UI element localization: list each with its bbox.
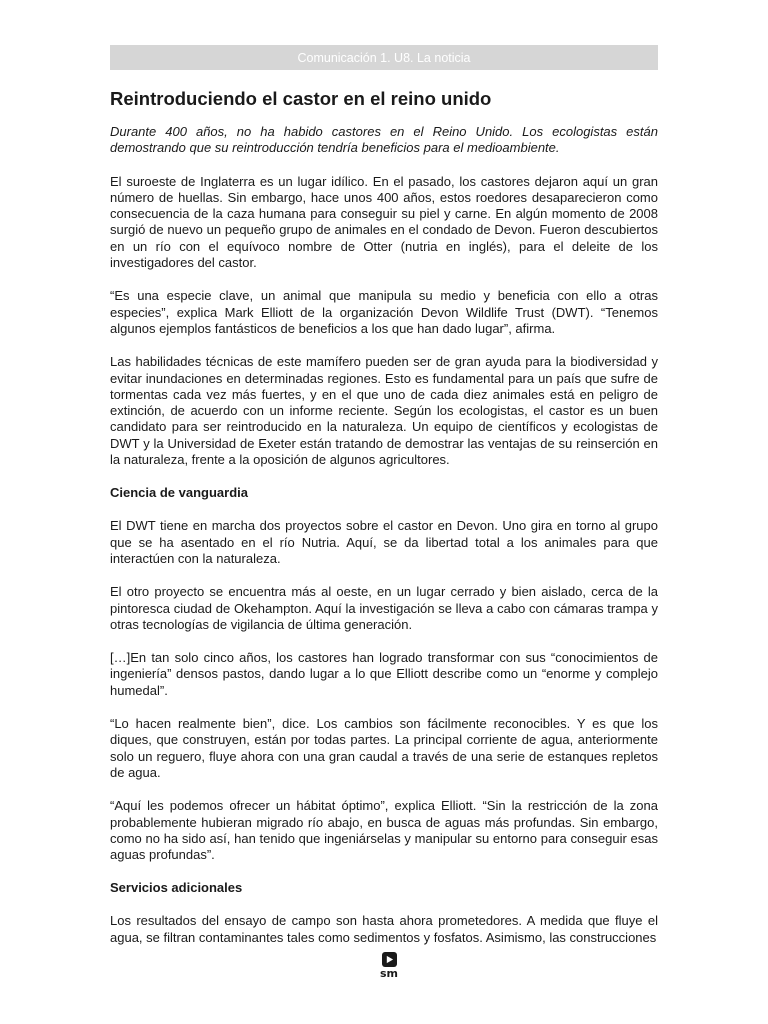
play-arrow-icon <box>382 952 397 967</box>
paragraph-5: El otro proyecto se encuentra más al oeste, en un lugar cerrado y bien aislado, cerca de la pintoresca ciudad de Okehampton. Aquí la investigación se lleva a cabo con cámaras trampa y otras tecnologías de vigilancia de última generación. <box>110 584 658 632</box>
article-lead: Durante 400 años, no ha habido castores en el Reino Unido. Los ecologistas están demostrando que su reintroducción tendría beneficios para el medioambiente. <box>110 124 658 156</box>
paragraph-9: Los resultados del ensayo de campo son hasta ahora prometedores. A medida que fluye el agua, se filtran contaminantes tales como sedimentos y fosfatos. Asimismo, las construcciones <box>110 913 658 945</box>
paragraph-7: “Lo hacen realmente bien”, dice. Los cambios son fácilmente reconocibles. Y es que los diques, que construyen, están por todas partes. La principal corriente de agua, anteriormente solo un reguero, fluye ahora con una gran caudal a través de una serie de estanques repletos de agua. <box>110 716 658 780</box>
paragraph-4: El DWT tiene en marcha dos proyectos sobre el castor en Devon. Uno gira en torno al grupo que se ha asentado en el río Nutria. Aquí, se da libertad total a los animales para que interactúen con la naturaleza. <box>110 518 658 566</box>
section-heading-vanguardia: Ciencia de vanguardia <box>110 485 248 501</box>
header-bar <box>110 45 658 70</box>
publisher-logo <box>372 952 406 979</box>
document-page <box>110 45 658 963</box>
paragraph-1: El suroeste de Inglaterra es un lugar idílico. En el pasado, los castores dejaron aquí un gran número de huellas. Sin embargo, hace unos 400 años, estos roedores desaparecieron como consecuencia de la caza humana para conseguir su piel y carne. En algún momento de 2008 surgió de nuevo un pequeño grupo de animales en el condado de Devon. Fueron descubiertos en un río con el equívoco nombre de Otter (nutria en inglés), para el deleite de los investigadores del castor. <box>110 173 658 271</box>
header-subject: Comunicación 1. U8. La noticia <box>297 50 471 65</box>
publisher-logo-text: sm <box>379 967 398 980</box>
paragraph-6: […]En tan solo cinco años, los castores han logrado transformar con sus “conocimientos de ingeniería” densos pastos, dando lugar a lo que Elliott describe como un “enorme y complejo humedal”. <box>110 650 658 698</box>
paragraph-2: “Es una especie clave, un animal que manipula su medio y beneficia con ello a otras especies”, explica Mark Elliott de la organización Devon Wildlife Trust (DWT). “Tenemos algunos ejemplos fantásticos de beneficios a los que han dado lugar”, afirma. <box>110 288 658 336</box>
article-title: Reintroduciendo el castor en el reino unido <box>110 88 492 109</box>
paragraph-8: “Aquí les podemos ofrecer un hábitat óptimo”, explica Elliott. “Sin la restricción de la zona probablemente hubieran migrado río abajo, en busca de aguas más profundas. Sin embargo, como no ha sido así, han tenido que ingeniárselas y manipular su entorno para conseguir esas aguas profundas”. <box>110 798 658 863</box>
paragraph-3: Las habilidades técnicas de este mamífero pueden ser de gran ayuda para la biodiversidad y evitar inundaciones en determinadas regiones. Esto es fundamental para un país que sufre de tormentas cada vez más fuertes, y en el que uno de cada diez animales está en peligro de extinción, de acuerdo con un informe reciente. Según los ecologistas, el castor es un buen candidato para ser reintroducido en la naturaleza. Un equipo de científicos y ecologistas de DWT y la Universidad de Exeter están tratando de demostrar las ventajas de su reinserción en la naturaleza, frente a la oposición de algunos agricultores. <box>110 354 658 468</box>
section-heading-servicios: Servicios adicionales <box>110 880 243 896</box>
